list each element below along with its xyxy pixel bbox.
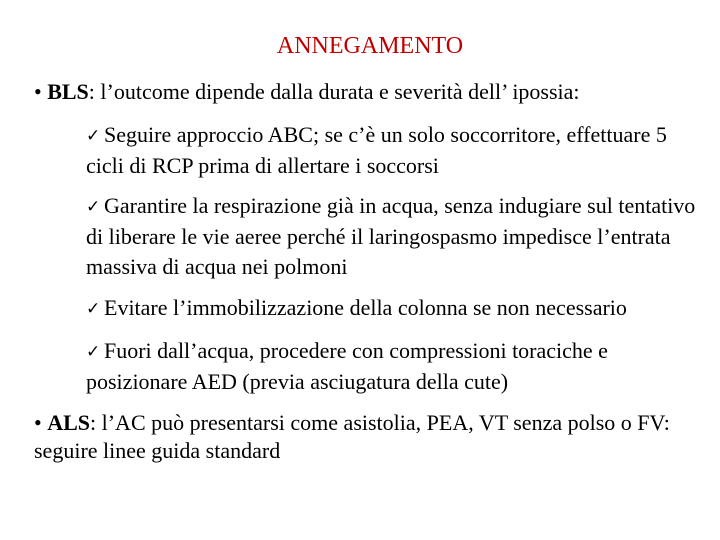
als-label: ALS: [47, 410, 90, 435]
bls-text: : l’outcome dipende dalla durata e severità dell’ ipossia:: [88, 79, 580, 104]
bullet-bls: [34, 78, 694, 106]
slide-title: ANNEGAMENTO: [276, 33, 464, 59]
sub-item-3: [86, 293, 696, 324]
checkmark-icon: ✓: [86, 126, 101, 146]
checkmark-icon: ✓: [86, 342, 101, 362]
sub-item-1: [86, 120, 696, 181]
checkmark-icon: ✓: [86, 299, 101, 319]
sub-item-2: [86, 191, 696, 282]
bullet-marker: •: [34, 79, 48, 104]
checkmark-icon: ✓: [86, 197, 101, 217]
sub-item-text: Seguire approccio ABC; se c’è un solo soccorritore, effettuare 5 cicli di RCP prima di allertare i soccorsi: [86, 122, 667, 178]
sub-item-4: [86, 336, 696, 397]
sub-item-text: Evitare l’immobilizzazione della colonna se non necessario: [104, 295, 627, 320]
als-text: : l’AC può presentarsi come asistolia, PEA, VT senza polso o FV: seguire linee guida standard: [34, 410, 670, 463]
sub-item-text: Fuori dall’acqua, procedere con compressioni toraciche e posizionare AED (previa asciugatura della cute): [86, 338, 608, 394]
sub-item-text: Garantire la respirazione già in acqua, senza indugiare sul tentativo di liberare le vie aeree perché il laringospasmo impedisce l’entrata massiva di acqua nei polmoni: [86, 193, 696, 279]
bullet-als: [34, 409, 694, 465]
bls-label: BLS: [47, 79, 89, 104]
bullet-marker: •: [34, 410, 48, 435]
